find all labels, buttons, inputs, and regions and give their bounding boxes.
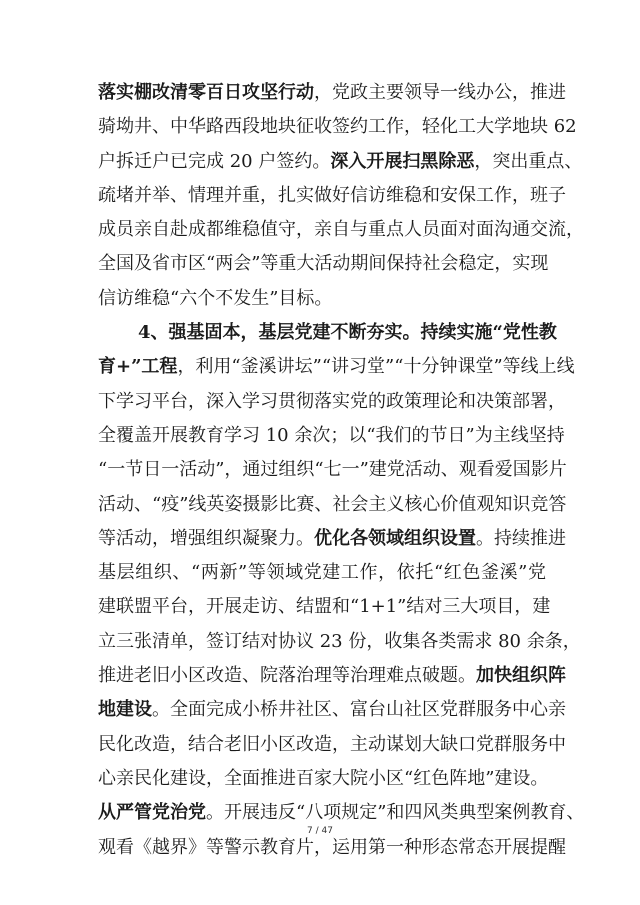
text-line (98, 590, 551, 624)
bold-text: 4、强基固本，基层党建不断夯实。持续实施“党性教 (138, 322, 557, 344)
text-line (98, 762, 549, 796)
text-segment: 基层组织、“两新”等领域党建工作，依托“红色釜溪”党 (98, 562, 546, 584)
text-segment: 。开展违反“八项规定”和四风类典型案例教育、 (206, 802, 585, 824)
text-line (98, 145, 583, 179)
text-segment: 信访维稳“六个不发生”目标。 (98, 287, 333, 309)
text-line (98, 282, 546, 316)
text-line (98, 385, 566, 419)
bold-text: 优化各领域组织设置 (314, 527, 476, 549)
text-segment: 等活动，增强组织凝聚力。 (98, 527, 314, 549)
text-segment: 下学习平台，深入学习贯彻落实党的政策理论和决策部署， (98, 390, 566, 412)
text-segment: 。全面完成小桥井社区、富台山社区党群服务中心亲 (152, 699, 566, 721)
text-segment: 户拆迁户已完成 20 户签约。 (98, 150, 331, 172)
text-segment: 心亲民化建设，全面推进百家大院小区“红色阵地”建设。 (98, 767, 549, 789)
text-line (98, 453, 567, 487)
text-line (98, 659, 566, 693)
bold-text: 落实棚改清零百日攻坚行动 (98, 82, 314, 103)
text-segment: 全国及省市区“两会”等重大活动期间保持社会稳定，实现 (98, 253, 549, 275)
text-segment: 全覆盖开展教育学习 10 余次；以“我们的节日”为主线坚持 (98, 424, 565, 446)
page-number: 7 / 47 (307, 826, 333, 836)
text-segment: ，突出重点、 (474, 150, 583, 172)
text-line (98, 728, 566, 762)
text-line (98, 316, 557, 350)
body-text (98, 76, 585, 865)
text-line (98, 522, 566, 556)
text-line (98, 488, 567, 522)
bold-text: 从严管党治党 (98, 802, 206, 824)
bold-text: 深入开展扫黑除恶 (330, 150, 475, 172)
text-line (98, 110, 577, 144)
text-segment: 。持续推进 (476, 527, 566, 549)
text-segment: ，利用“釜溪讲坛”“讲习堂”“十分钟课堂”等线上线 (177, 356, 575, 378)
text-line (98, 213, 584, 247)
text-segment: 疏堵并举、情理并重，扎实做好信访维稳和安保工作，班子 (98, 184, 566, 206)
bold-text: 加快组织阵 (476, 665, 566, 687)
text-segment: 推进老旧小区改造、院落治理等治理难点破题。 (98, 665, 476, 687)
text-line (98, 693, 566, 727)
text-line (98, 556, 546, 590)
text-segment: 成员亲自赴成都维稳值守，亲自与重点人员面对面沟通交流， (98, 219, 584, 241)
text-segment: 骑坳井、中华路西段地块征收签约工作，轻化工大学地块 62 (98, 116, 577, 138)
text-segment: ，党政主要领导一线办公，推进 (314, 82, 566, 103)
text-segment: “一节日一活动”，通过组织“七一”建党活动、观看爱国影片 (98, 459, 567, 481)
text-line (98, 350, 575, 384)
bold-text: 育+”工程 (98, 356, 178, 378)
text-line (98, 419, 565, 453)
text-segment: 活动、“疫”线英姿摄影比赛、社会主义核心价值观知识竞答 (98, 493, 567, 515)
text-segment: 民化改造，结合老旧小区改造，主动谋划大缺口党群服务中 (98, 733, 566, 755)
bold-text: 地建设 (98, 699, 152, 721)
text-segment: 建联盟平台，开展走访、结盟和“1+1”结对三大项目，建 (98, 596, 551, 618)
text-segment: 立三张清单，签订结对协议 23 份，收集各类需求 80 余条， (98, 630, 581, 652)
text-line (98, 76, 566, 110)
text-line (98, 247, 549, 281)
text-line (98, 625, 581, 659)
text-line (98, 179, 566, 213)
text-segment: 观看《越界》等警示教育片，运用第一种形态常态开展提醒 (98, 836, 566, 858)
